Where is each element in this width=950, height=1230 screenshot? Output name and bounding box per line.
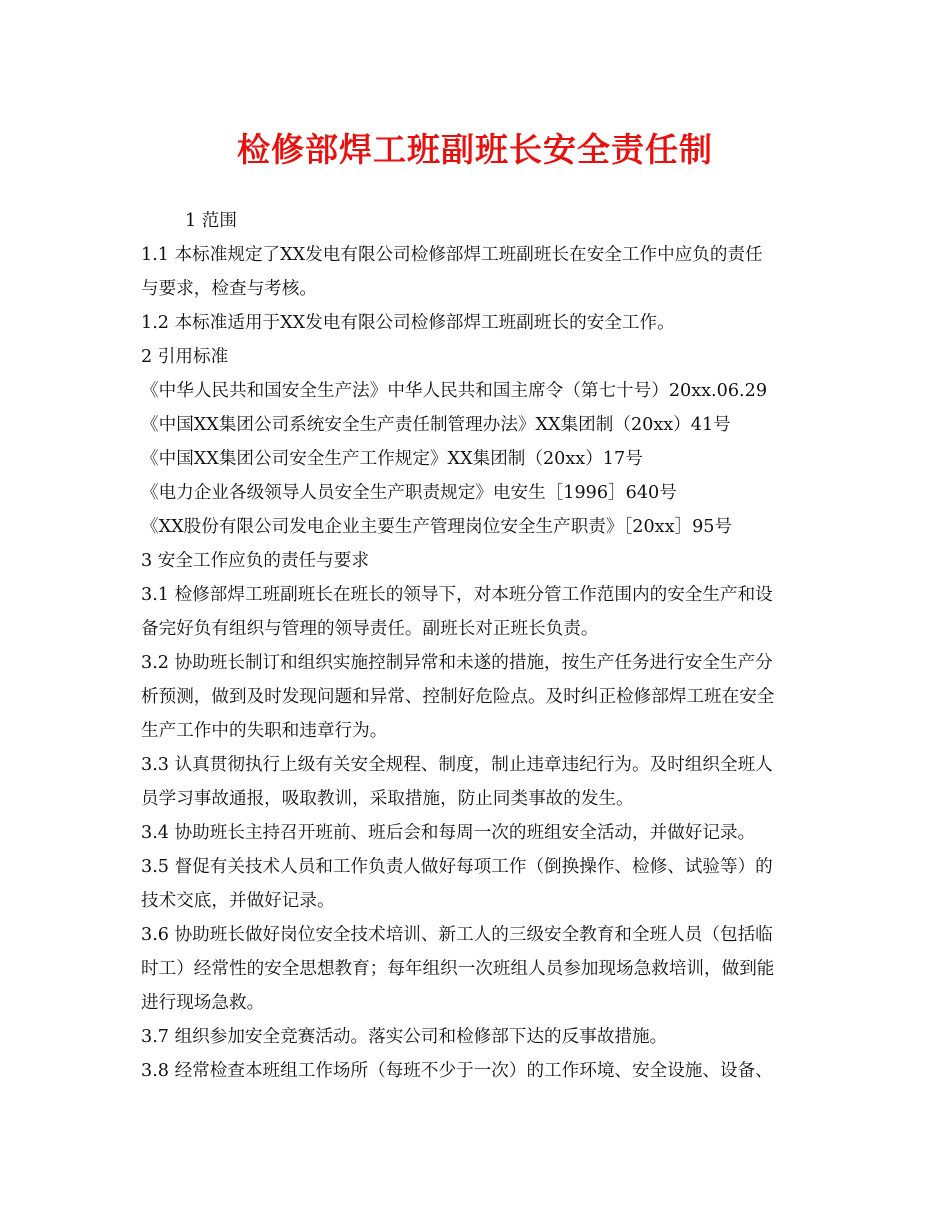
paragraph-line: 3.8 经常检查本班组工作场所（每班不少于一次）的工作环境、安全设施、设备、 [141,1061,773,1081]
section-heading-responsibilities: 3 安全工作应负的责任与要求 [141,551,369,571]
section-heading-scope: 1 范围 [185,211,237,231]
paragraph-line: 员学习事故通报，吸取教训，采取措施，防止同类事故的发生。 [141,789,634,809]
reference-line: 《中国XX集团公司安全生产工作规定》XX集团制（20xx）17号 [141,449,643,469]
reference-line: 《电力企业各级领导人员安全生产职责规定》电安生［1996］640号 [141,483,677,503]
section-heading-references: 2 引用标准 [141,347,229,367]
reference-line: 《中华人民共和国安全生产法》中华人民共和国主席令（第七十号）20xx.06.29 [141,381,768,401]
paragraph-line: 3.5 督促有关技术人员和工作负责人做好每项工作（倒换操作、检修、试验等）的 [141,857,773,877]
paragraph-line: 1.1 本标准规定了XX发电有限公司检修部焊工班副班长在安全工作中应负的责任 [141,245,763,265]
reference-line: 《中国XX集团公司系统安全生产责任制管理办法》XX集团制（20xx）41号 [141,415,731,435]
paragraph-line: 进行现场急救。 [141,993,265,1013]
paragraph-line: 备完好负有组织与管理的领导责任。副班长对正班长负责。 [141,619,599,639]
paragraph-line: 析预测，做到及时发现问题和异常、控制好危险点。及时纠正检修部焊工班在安全 [141,687,775,707]
paragraph-line: 3.4 协助班长主持召开班前、班后会和每周一次的班组安全活动，并做好记录。 [141,823,756,843]
paragraph-line: 3.3 认真贯彻执行上级有关安全规程、制度，制止违章违纪行为。及时组织全班人 [141,755,773,775]
document-title: 检修部焊工班副班长安全责任制 [237,130,713,169]
paragraph-line: 3.2 协助班长制订和组织实施控制异常和未遂的措施，按生产任务进行安全生产分 [141,653,773,673]
paragraph-line: 技术交底，并做好记录。 [141,891,335,911]
document-body [141,204,813,1088]
paragraph-line: 3.1 检修部焊工班副班长在班长的领导下，对本班分管工作范围内的安全生产和设 [141,585,773,605]
paragraph-line: 时工）经常性的安全思想教育；每年组织一次班组人员参加现场急救培训，做到能 [141,959,775,979]
paragraph-line: 3.6 协助班长做好岗位安全技术培训、新工人的三级安全教育和全班人员（包括临 [141,925,773,945]
paragraph-line: 生产工作中的失职和违章行为。 [141,721,388,741]
paragraph-line: 与要求，检查与考核。 [141,279,317,299]
paragraph-line: 1.2 本标准适用于XX发电有限公司检修部焊工班副班长的安全工作。 [141,313,675,333]
paragraph-line: 3.7 组织参加安全竞赛活动。落实公司和检修部下达的反事故措施。 [141,1027,668,1047]
reference-line: 《XX股份有限公司发电企业主要生产管理岗位安全生产职责》［20xx］95号 [141,517,733,537]
